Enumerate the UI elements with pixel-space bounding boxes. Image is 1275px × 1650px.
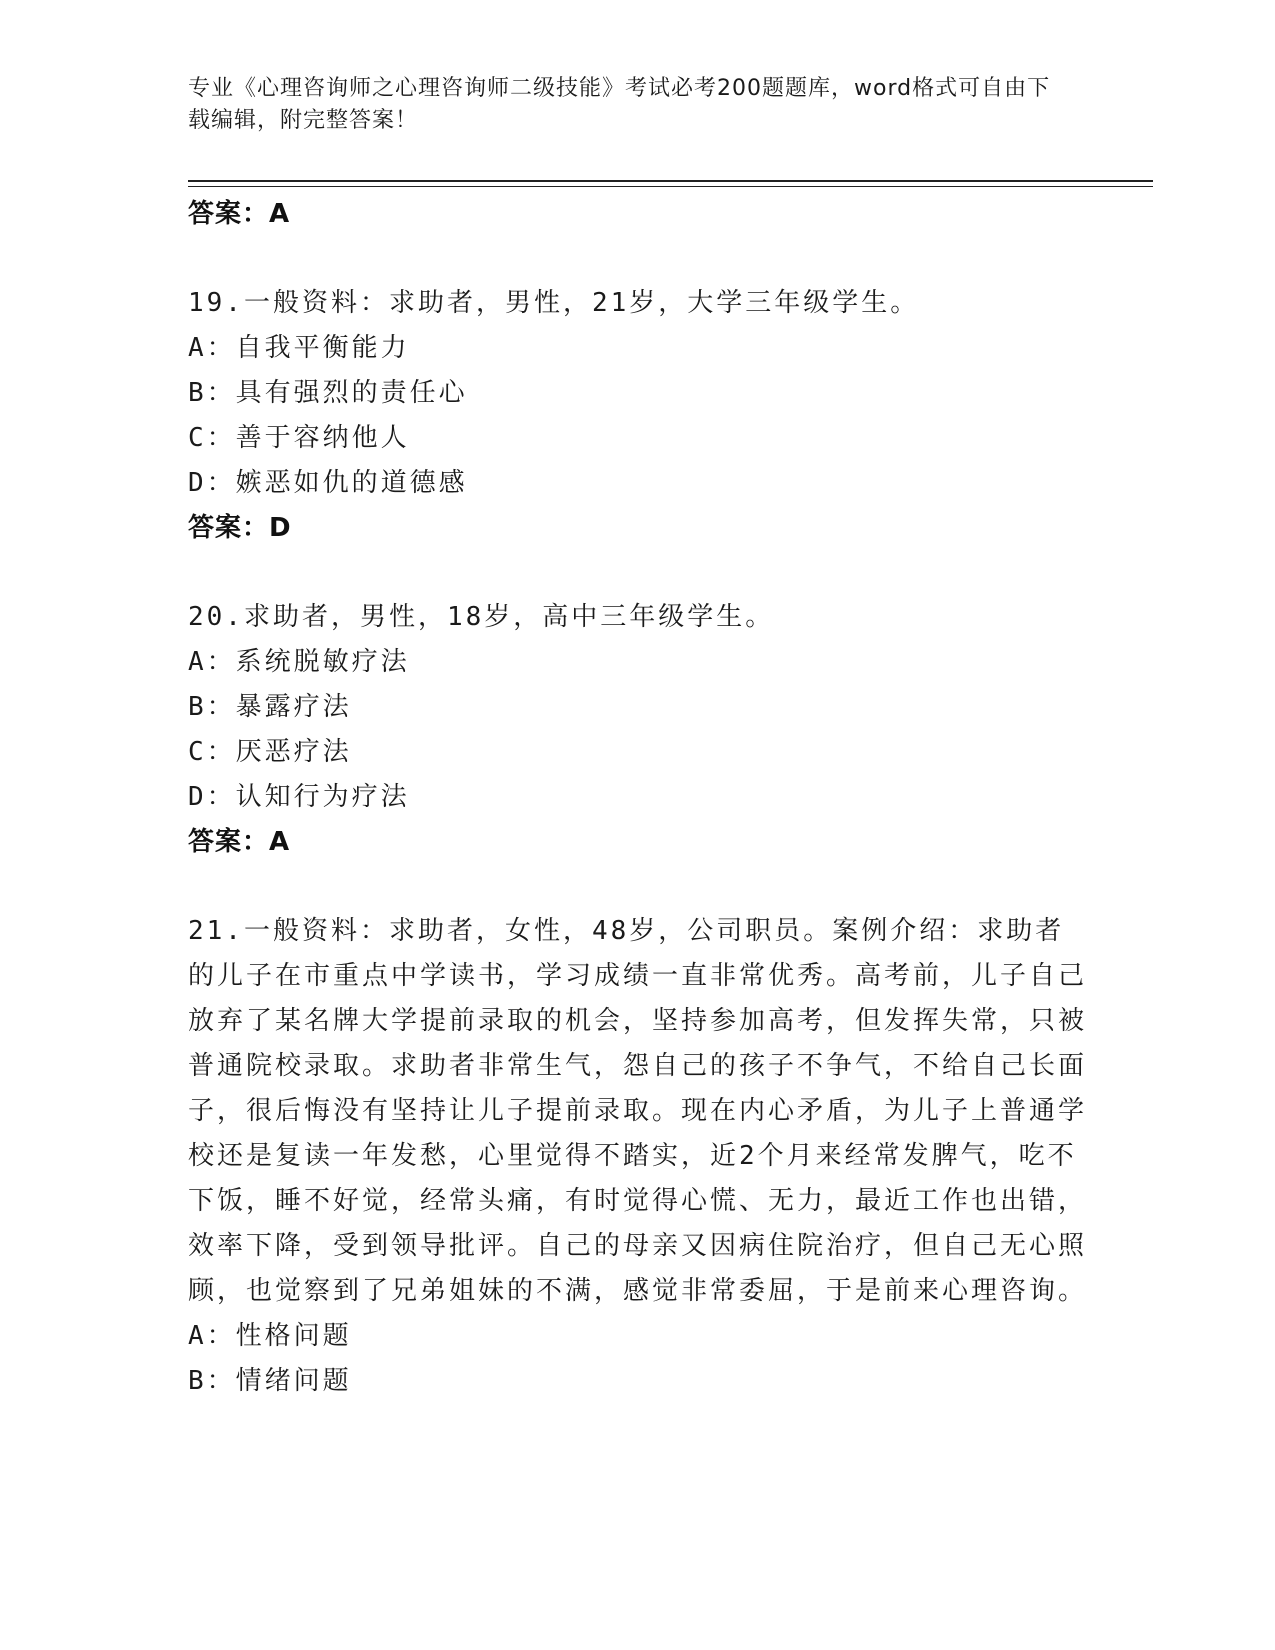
question-21: [188, 909, 1088, 1404]
header-rule-thin: [188, 186, 1153, 187]
option-c: C：善于容纳他人: [188, 423, 410, 453]
answer-line: 答案：D: [188, 513, 292, 543]
option-b: B：具有强烈的责任心: [188, 378, 468, 408]
option-d: D：认知行为疗法: [188, 782, 410, 812]
option-d: D：嫉恶如仇的道德感: [188, 468, 468, 498]
question-list: [188, 190, 1088, 1404]
option-a: A：性格问题: [188, 1321, 352, 1351]
answer-line: 答案：A: [188, 199, 291, 229]
question-stem: 20.求助者，男性，18岁，高中三年级学生。: [188, 602, 775, 632]
question-stem: 21.一般资料：求助者，女性，48岁，公司职员。案例介绍：求助者的儿子在市重点中学读书，学习成绩一直非常优秀。高考前，儿子自己放弃了某名牌大学提前录取的机会，坚持参加高考，但发挥失常，只被普通院校录取。求助者非常生气，怨自己的孩子不争气，不给自己长面子，很后悔没有坚持让儿子提前录取。现在内心矛盾，为儿子上普通学校还是复读一年发愁，心里觉得不踏实，近2个月来经常发脾气，吃不下饭，睡不好觉，经常头痛，有时觉得心慌、无力，最近工作也出错，效率下降，受到领导批评。自己的母亲又因病住院治疗，但自己无心照顾，也觉察到了兄弟姐妹的不满，感觉非常委屈，于是前来心理咨询。: [188, 916, 1088, 1306]
document-header: 专业《心理咨询师之心理咨询师二级技能》考试必考200题题库，word格式可自由下载编辑，附完整答案！: [188, 76, 1051, 133]
option-a: A：系统脱敏疗法: [188, 647, 410, 677]
option-b: B：暴露疗法: [188, 692, 352, 722]
answer-line: 答案：A: [188, 827, 291, 857]
question-stem: 19.一般资料：求助者，男性，21岁，大学三年级学生。: [188, 288, 920, 318]
option-b: B：情绪问题: [188, 1366, 352, 1396]
option-c: C：厌恶疗法: [188, 737, 352, 767]
header-rule: [188, 180, 1153, 182]
question-19: [188, 281, 1088, 550]
question-20: [188, 595, 1088, 864]
option-a: A：自我平衡能力: [188, 333, 410, 363]
